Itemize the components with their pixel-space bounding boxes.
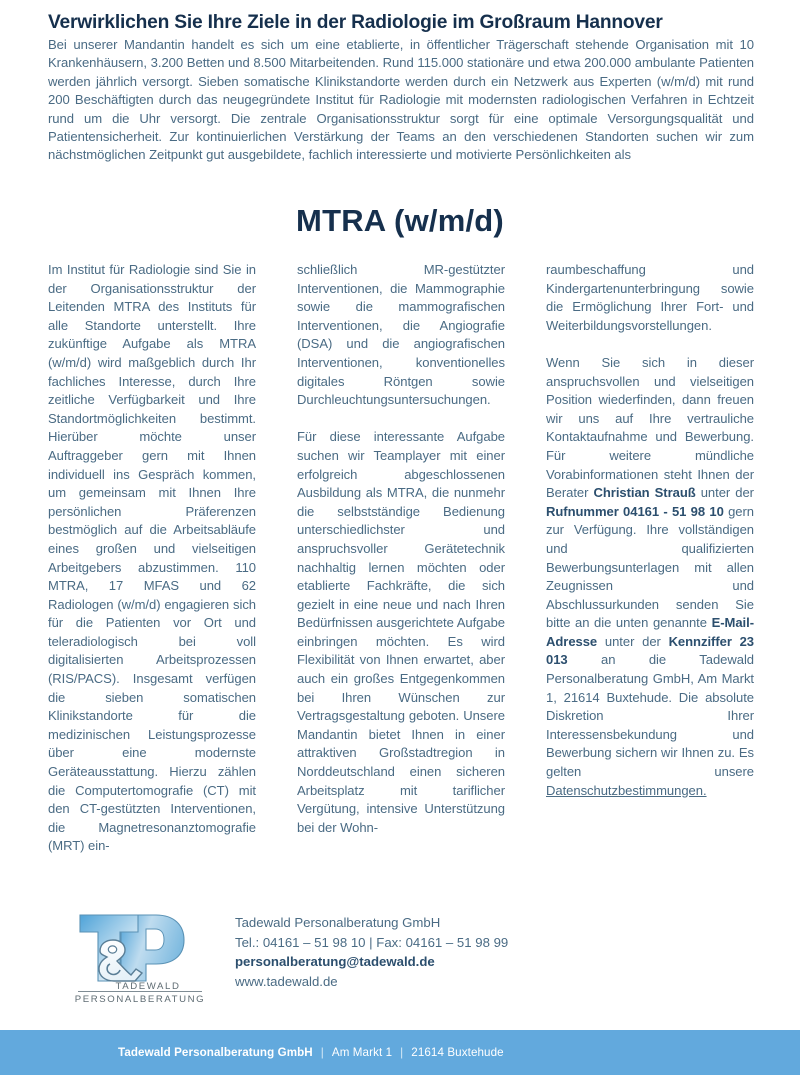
tadewald-logo-icon xyxy=(74,909,206,1005)
footer-website[interactable]: www.tadewald.de xyxy=(235,973,338,989)
footer-phone-fax: Tel.: 04161 – 51 98 10 | Fax: 04161 – 51 98 99 xyxy=(235,934,509,950)
column3-text-d: unter der xyxy=(597,633,669,649)
footer-block xyxy=(48,905,754,1005)
svg-text:PERSONALBERATUNG: PERSONALBERATUNG xyxy=(74,994,206,1005)
body-columns xyxy=(48,261,754,856)
svg-text:TADEWALD: TADEWALD xyxy=(115,981,181,992)
column3-text-a: Wenn Sie sich in dieser anspruchsvollen und vielseitigen Position wiederfinden, dann freuen wir uns auf Ihre vertrauliche Kontaktaufnahme und Bewerbung. Für weitere mündliche Vorabinformationen steht Ihnen der Berater xyxy=(546,354,754,501)
email-address-label: E-Mail-Adresse xyxy=(546,615,754,649)
column3-text-e: an die Tadewald Personalberatung GmbH, Am Markt 1, 21614 Buxtehude. Die absolute Diskretion Ihrer Interessensbekundung und Bewerbung sichern wir Ihnen zu. Es gelten unsere xyxy=(546,652,754,780)
body-column-2 xyxy=(297,261,505,856)
job-title: MTRA (w/m/d) xyxy=(296,203,504,238)
privacy-policy-link[interactable]: Datenschutzbestimmungen. xyxy=(546,782,707,798)
column2-paragraph-2: Für diese interessante Aufgabe suchen wir Teamplayer mit einer erfolgreich abgeschlossenen Ausbildung als MTRA, die nunmehr die selbstständige Bedienung unterschiedlichster und anspruchsvoller Gerätetechnik nachhaltig lernen möchten oder etablierte Fachkräfte, die sich gezielt in eine neue und nach Ihren Bedürfnissen ausgerichtete Aufgabe einbringen möchten. Es wird Flexibilität von Ihnen erwartet, aber auch ein großes Entgegenkommen bei Ihren Wünschen zur Vertragsgestaltung geboten. Unsere Mandantin bietet Ihnen in einer attraktiven Großstadtregion in Norddeutschland einen sicheren Arbeitsplatz mit tariflicher Vergütung, intensive Unterstützung bei der Wohn- xyxy=(297,429,505,835)
bottom-bar-city: 21614 Buxtehude xyxy=(411,1046,504,1059)
intro-paragraph: Bei unserer Mandantin handelt es sich um eine etablierte, in öffentlicher Trägerschaft stehende Organisation mit 10 Krankenhäusern, 3.200 Betten und 8.500 Mitarbeitenden. Rund 115.000 stationäre und etwa 200.000 ambulante Patienten werden jährlich versorgt. Sieben somatische Klinikstandorte werden durch ein Netzwerk aus Experten (w/m/d) mit rund 200 Beschäftigten durch das neugegründete Institut für Radiologie mit modernsten radiologischen Verfahren in Echtzeit rund um die Uhr versorgt. Die zentrale Organisationsstruktur sorgt für eine optimale Versorgungsqualität und Patientensicherheit. Zur kontinuierlichen Verstärkung der Teams an den verschiedenen Standorten suchen wir zum nächstmöglichen Zeitpunkt gut ausgebildete, fachlich interessierte und motivierte Persönlichkeiten als xyxy=(48,37,754,163)
bottom-bar-separator-2: | xyxy=(400,1046,404,1059)
bottom-bar-street: Am Markt 1 xyxy=(331,1046,393,1059)
body-column-3 xyxy=(546,261,754,856)
company-logo xyxy=(48,905,213,1005)
column1-paragraph: Im Institut für Radiologie sind Sie in der Organisationsstruktur der Leitenden MTRA des Instituts für alle Standorte unterstellt. Ihre zukünftige Aufgabe als MTRA (w/m/d) wird maßgeblich durch Ihr fachliches Interesse, durch Ihre zeitliche Verfügbarkeit und Ihre Standortmöglichkeiten bestimmt. Hierüber möchte unser Auftraggeber gern mit Ihnen individuell ins Gespräch kommen, um gemeinsam mit Ihnen Ihre persönlichen Präferenzen bestmöglich auf die Arbeitsabläufe eines großen und vielseitigen Arbeitgebers abzustimmen. 110 MTRA, 17 MFAS und 62 Radiologen (w/m/d) engagieren sich für die Patienten vor Ort und teleradiologisch bei voll digitalisierten Arbeitsprozessen (RIS/PACS). Insgesamt verfügen die sieben somatischen Klinikstandorte für die medizinischen Leistungsprozesse über eine modernste Geräteausstattung. Hierzu zählen die Computertomografie (CT) mit den CT-gestützten Interventionen, die Magnetresonanztomografie (MRT) ein- xyxy=(48,262,256,854)
footer-email[interactable]: personalberatung@tadewald.de xyxy=(235,954,435,969)
consultant-name: Christian Strauß xyxy=(593,485,696,501)
phone-number-label: Rufnummer 04161 - 51 98 10 xyxy=(546,503,724,519)
bottom-bar-separator-1: | xyxy=(320,1046,324,1059)
footer-contact xyxy=(235,905,508,991)
bottom-bar-content xyxy=(0,1046,504,1059)
column3-text-b: unter der xyxy=(695,485,754,501)
reference-number-label: Kennziffer 23 013 xyxy=(546,633,754,668)
bottom-address-bar xyxy=(0,1030,800,1075)
footer-company-name: Tadewald Personalberatung GmbH xyxy=(235,915,441,930)
column3-paragraph-1: raumbeschaffung und Kindergartenunterbringung sowie die Ermöglichung Ihrer Fort- und Weiterbildungsvorstellungen. xyxy=(546,262,754,333)
body-column-1 xyxy=(48,261,256,856)
page-title: Verwirklichen Sie Ihre Ziele in der Radiologie im Großraum Hannover xyxy=(48,11,663,33)
column3-paragraph-2 xyxy=(546,354,754,800)
column2-paragraph-1: schließlich MR-gestützter Interventionen, die Mammographie sowie die mammografischen Interventionen, die Angiografie (DSA) und die angiografischen Interventionen, konventionelles digitales Röntgen sowie Durchleuchtungsuntersuchungen. xyxy=(297,262,505,408)
bottom-bar-company: Tadewald Personalberatung GmbH xyxy=(118,1046,313,1059)
column3-text-c: gern zur Verfügung. Ihre vollständigen und qualifizierten Bewerbungsunterlagen mit allen Zeugnissen und Abschlussurkunden senden Sie bitte an die unten genannte xyxy=(546,503,754,631)
